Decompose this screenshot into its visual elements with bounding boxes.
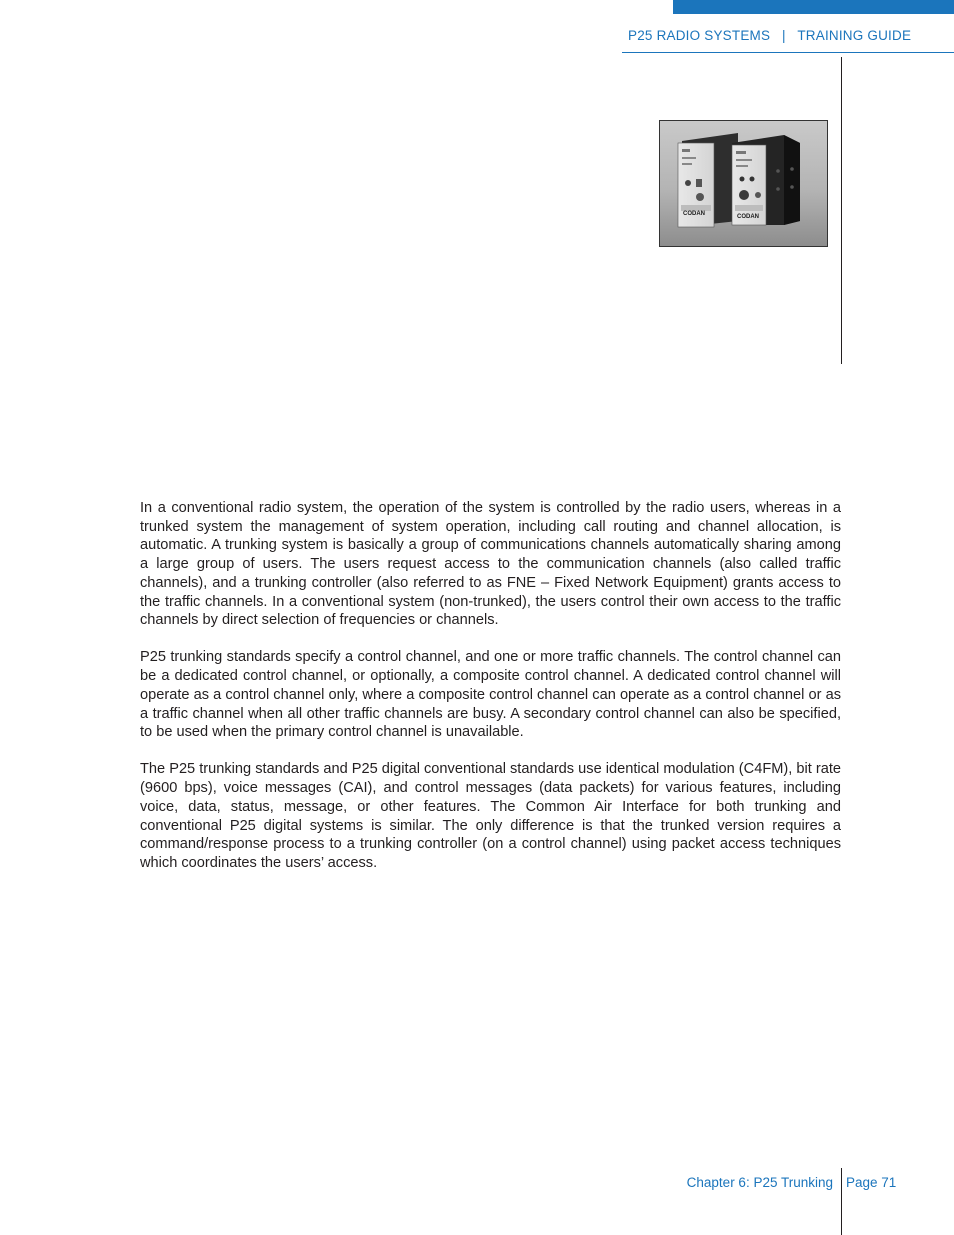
radio-unit-right — [732, 145, 766, 225]
paragraph-3: The P25 trunking standards and P25 digital conventional standards use identical modulation (C4FM), bit rate (9600 bps), voice messages (CAI), and control messages (data packets) for various features, including voice, data, status, message, or other features. The Common Air Interface for both trunking and conventional P25 digital systems is similar. The only difference is that the trunked version requires a command/response process to a trunking controller (on a control channel) using packet access techniques which coordinates the users’ access. — [140, 761, 841, 871]
header-rule — [622, 52, 954, 53]
page-number: Page 71 — [846, 1175, 897, 1190]
header-accent-bar — [673, 0, 954, 14]
body-text — [140, 499, 841, 891]
running-header: P25 RADIO SYSTEMS | TRAINING GUIDE — [628, 28, 912, 43]
paragraph-2: P25 trunking standards specify a control channel, and one or more traffic channels. The control channel can be a dedicated control channel, or optionally, a composite control channel. A dedicated control channel will operate as a control channel only, where a composite control channel can operate as a control channel or as a traffic channel when all other traffic channels are busy. A secondary control channel can also be specified, to be used when the primary control channel is unavailable. — [140, 649, 841, 741]
radio-equipment-image — [660, 121, 827, 246]
footer-chapter: Chapter 6: P25 Trunking — [686, 1175, 833, 1190]
paragraph-1: In a conventional radio system, the operation of the system is controlled by the radio users, whereas in a trunked system the management of system operation, including call routing and channel allocation, is automatic. A trunking system is basically a group of communications channels automatically sharing among a large group of users. The users request access to the communication channels (also called traffic channels), and a trunking controller (also referred to as FNE – Fixed Network Equipment) grants access to the traffic channels. In a conventional system (non-trunked), the users control their own access to the traffic channels by direct selection of frequencies or channels. — [140, 500, 841, 629]
equipment-photo — [659, 120, 828, 247]
sidebar-rule — [841, 57, 842, 364]
brand-label-right: CODAN — [737, 214, 759, 220]
brand-label-left: CODAN — [683, 211, 705, 217]
footer-rule — [841, 1168, 842, 1235]
